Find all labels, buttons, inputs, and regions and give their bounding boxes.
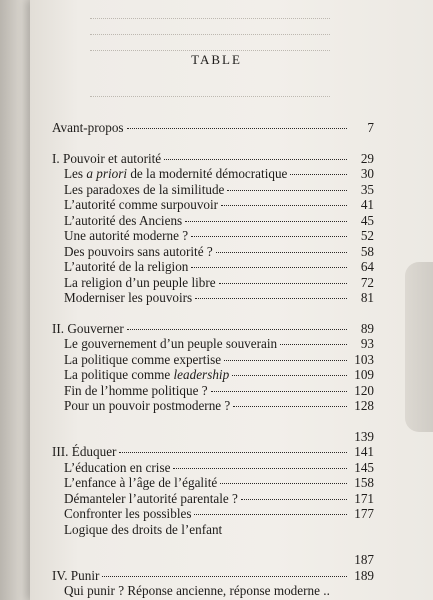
toc-page-number: 158 bbox=[354, 475, 374, 490]
toc-entry-title: Moderniser les pouvoirs bbox=[64, 290, 193, 305]
toc-page-number: 81 bbox=[360, 290, 374, 305]
toc-entry[interactable] bbox=[52, 522, 374, 538]
toc-page-number: 45 bbox=[360, 212, 374, 228]
section-gap bbox=[52, 136, 374, 151]
toc-leader-dots bbox=[219, 283, 347, 284]
toc-leader-dots bbox=[102, 576, 347, 577]
toc-entry[interactable] bbox=[52, 491, 374, 507]
toc-entry-title: L’enfance à l’âge de l’égalité bbox=[64, 475, 218, 490]
toc-leader-dots bbox=[164, 159, 347, 160]
toc-leader-dots bbox=[224, 360, 347, 361]
toc-page-number-row bbox=[52, 552, 374, 568]
bleed-through-line bbox=[90, 24, 330, 35]
toc-entry[interactable] bbox=[52, 383, 374, 399]
toc-entry[interactable] bbox=[52, 568, 374, 584]
toc-page-number: 187 bbox=[354, 552, 374, 567]
toc-page-number: 58 bbox=[360, 243, 374, 259]
toc-leader-dots bbox=[216, 252, 347, 253]
toc-entry-title: Les a priori de la modernité démocratique bbox=[64, 166, 288, 181]
toc-entry-title: Le gouvernement d’un peuple souverain bbox=[64, 336, 278, 351]
toc-leader-dots bbox=[195, 298, 347, 299]
toc-entry[interactable] bbox=[52, 259, 374, 275]
toc-leader-dots bbox=[127, 329, 347, 330]
toc-entry[interactable] bbox=[52, 398, 374, 414]
toc-page-number: 7 bbox=[367, 120, 374, 135]
toc-page-number: 177 bbox=[354, 506, 374, 521]
toc-entry[interactable] bbox=[52, 182, 374, 198]
toc-entry-title: Qui punir ? Réponse ancienne, réponse moderne .. bbox=[64, 583, 330, 598]
toc-entry[interactable] bbox=[52, 275, 374, 291]
toc-entry-title: L’éducation en crise bbox=[64, 459, 171, 475]
toc-entry[interactable] bbox=[52, 197, 374, 213]
toc-entry[interactable] bbox=[52, 460, 374, 476]
toc-entry[interactable] bbox=[52, 583, 374, 599]
toc-page-number: 171 bbox=[354, 490, 374, 506]
toc-entry-title: Une autorité moderne ? bbox=[64, 228, 189, 243]
toc-entry-title: Pour un pouvoir postmoderne ? bbox=[64, 398, 231, 413]
toc-entry-title: L’autorité des Anciens bbox=[64, 212, 183, 228]
toc-leader-dots bbox=[194, 514, 347, 515]
toc-page-number: 41 bbox=[360, 197, 374, 212]
toc-entry[interactable] bbox=[52, 244, 374, 260]
toc-page-number: 35 bbox=[360, 181, 374, 197]
toc-page-number: 189 bbox=[354, 567, 374, 583]
toc-leader-dots bbox=[290, 174, 347, 175]
toc-leader-dots bbox=[173, 468, 347, 469]
toc-entry-title: La religion d’un peuple libre bbox=[64, 274, 216, 290]
toc-page-number: 109 bbox=[354, 367, 374, 382]
toc-leader-dots bbox=[185, 221, 347, 222]
toc-entry[interactable] bbox=[52, 120, 374, 136]
toc-entry[interactable] bbox=[52, 290, 374, 306]
toc-entry-title: L’autorité comme surpouvoir bbox=[64, 197, 219, 212]
bleed-through-line bbox=[90, 8, 330, 19]
bleed-through-line bbox=[90, 40, 330, 51]
section-gap bbox=[52, 537, 374, 552]
toc-page-number: 141 bbox=[354, 444, 374, 459]
toc-entry-title: Logique des droits de l’enfant bbox=[64, 521, 223, 537]
page-title: TABLE bbox=[191, 52, 242, 67]
toc-entry[interactable] bbox=[52, 336, 374, 352]
toc-page-number: 72 bbox=[360, 274, 374, 290]
toc-page-number: 103 bbox=[354, 351, 374, 367]
toc-page-number: 30 bbox=[360, 166, 374, 181]
toc-entry-title: II. Gouverner bbox=[52, 320, 124, 336]
toc-entry[interactable] bbox=[52, 213, 374, 229]
toc-leader-dots bbox=[211, 391, 347, 392]
toc-entry[interactable] bbox=[52, 367, 374, 383]
bookmark-shadow bbox=[405, 262, 433, 432]
toc-page-number: 145 bbox=[354, 459, 374, 475]
section-gap bbox=[52, 306, 374, 321]
toc-entry[interactable] bbox=[52, 228, 374, 244]
toc-entry[interactable] bbox=[52, 475, 374, 491]
toc-leader-dots bbox=[191, 236, 347, 237]
toc-entry-title: I. Pouvoir et autorité bbox=[52, 150, 162, 166]
toc-entry-title: Fin de l’homme politique ? bbox=[64, 382, 208, 398]
toc-entry-title: Avant-propos bbox=[52, 120, 124, 135]
toc-entry[interactable] bbox=[52, 444, 374, 460]
section-gap bbox=[52, 414, 374, 429]
bleed-through-line bbox=[90, 86, 330, 97]
toc-entry-title: IV. Punir bbox=[52, 567, 100, 583]
toc-entry[interactable] bbox=[52, 321, 374, 337]
toc-leader-dots bbox=[221, 205, 347, 206]
toc-entry[interactable] bbox=[52, 352, 374, 368]
toc-leader-dots bbox=[191, 267, 347, 268]
toc-leader-dots bbox=[220, 483, 347, 484]
toc-page-number: 128 bbox=[354, 398, 374, 413]
toc-page-number-row bbox=[52, 429, 374, 445]
toc-page-number: 64 bbox=[360, 259, 374, 274]
toc-entry[interactable] bbox=[52, 506, 374, 522]
toc-entry-title: La politique comme expertise bbox=[64, 351, 222, 367]
table-of-contents bbox=[52, 120, 374, 599]
toc-page-number: 139 bbox=[354, 428, 374, 444]
toc-entry[interactable] bbox=[52, 166, 374, 182]
toc-page-number: 93 bbox=[360, 336, 374, 351]
toc-leader-dots bbox=[233, 406, 347, 407]
toc-leader-dots bbox=[227, 190, 347, 191]
toc-entry-title: Les paradoxes de la similitude bbox=[64, 181, 225, 197]
toc-entry-title: III. Éduquer bbox=[52, 444, 117, 459]
toc-leader-dots bbox=[232, 375, 347, 376]
toc-entry-title: La politique comme leadership bbox=[64, 367, 230, 382]
toc-page-number: 52 bbox=[360, 228, 374, 243]
toc-page-number: 89 bbox=[360, 320, 374, 336]
toc-leader-dots bbox=[119, 452, 347, 453]
toc-entry-title: Des pouvoirs sans autorité ? bbox=[64, 243, 213, 259]
toc-entry-title: Confronter les possibles bbox=[64, 506, 192, 521]
toc-entry[interactable] bbox=[52, 151, 374, 167]
toc-page-number: 29 bbox=[360, 150, 374, 166]
toc-entry-title: L’autorité de la religion bbox=[64, 259, 189, 274]
toc-leader-dots bbox=[127, 128, 347, 129]
toc-leader-dots bbox=[241, 499, 347, 500]
toc-page-number: 120 bbox=[354, 382, 374, 398]
toc-entry-title: Démanteler l’autorité parentale ? bbox=[64, 490, 238, 506]
toc-leader-dots bbox=[280, 344, 347, 345]
